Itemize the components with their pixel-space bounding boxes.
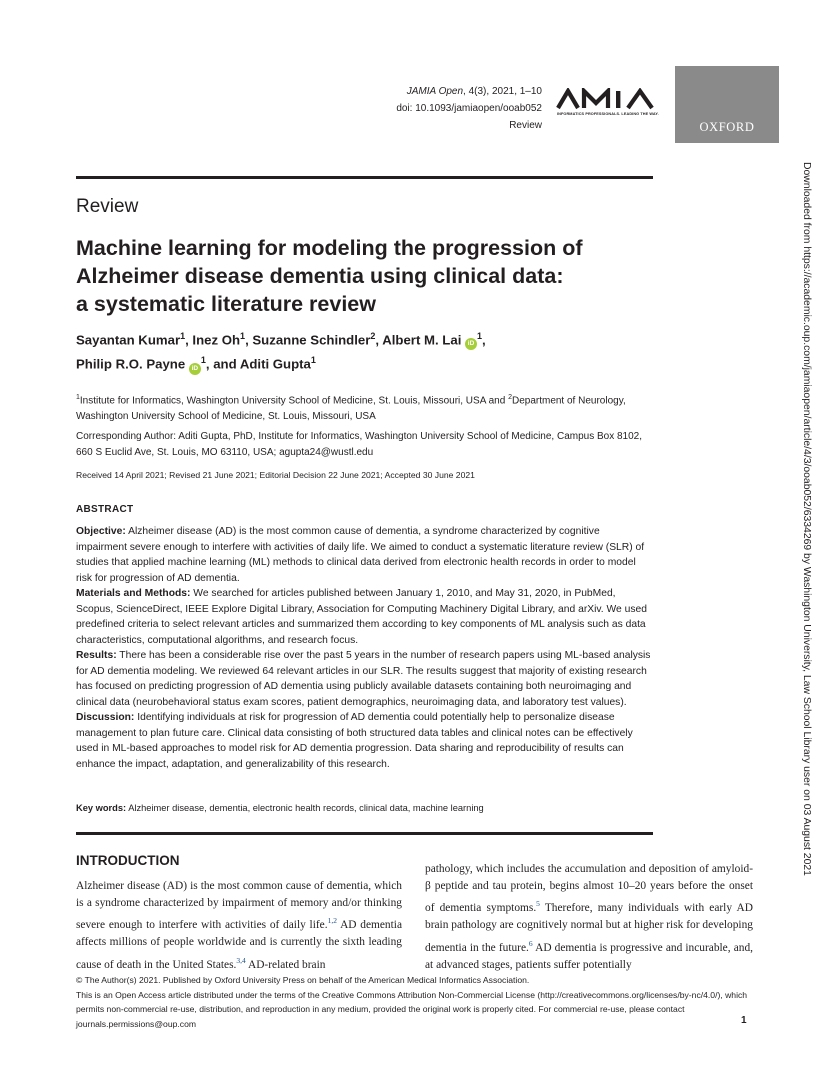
section-label: Review [76,196,139,217]
intro-right-column [425,861,753,974]
abstract-results [76,648,653,710]
author-affil-sup: 1 [310,355,316,366]
abstract-text: Alzheimer disease (AD) is the most common cause of dementia, a syndrome characterized by cognitive impairment severe enough to interfere with activities of daily life. We aimed to conduct a systematic literature review (SLR) of studies that applied machine learning (ML) methods to clinical data derived from electronic health records in order to model risk for progression of AD dementia. [76,526,645,584]
reference-link[interactable]: 3,4 [236,955,246,965]
intro-text: AD-related brain [245,958,326,971]
keywords [76,803,653,813]
abstract-objective [76,524,653,586]
author-name[interactable]: , Albert M. Lai [375,332,466,348]
affil-text: Department of Neurology, Washington University School of Medicine, St. Louis, Missouri, USA [76,395,626,422]
abstract-label: Results: [76,650,117,661]
intro-text: AD dementia affects millions of people worldwide and is currently the sixth leading cause of death in the United States. [76,919,403,971]
publisher-name: OXFORD [699,120,755,134]
orcid-icon[interactable]: iD [465,338,477,350]
journal-meta [330,83,542,134]
article-type: Review [509,120,542,131]
abstract-body [76,524,653,772]
abstract-discussion [76,710,653,772]
abstract-label: Discussion: [76,712,135,723]
introduction-heading: INTRODUCTION [76,853,180,868]
amia-wordmark-icon [556,88,664,110]
amia-logo [556,88,664,122]
author-affil-sup: 1 [200,355,206,366]
author-name[interactable]: Philip R.O. Payne [76,356,189,372]
title-line: Alzheimer disease dementia using clinical data: [76,264,564,288]
abstract-heading: ABSTRACT [76,504,134,515]
keywords-label: Key words: [76,803,127,813]
affil-sup: 2 [508,394,512,401]
orcid-icon[interactable]: iD [189,363,201,375]
journal-name: JAMIA Open [406,86,464,97]
intro-text: Therefore, many individuals with early AD brain pathology are cognitively normal but at higher risk for developing dementia in the future. [425,902,753,954]
page-number: 1 [741,1015,747,1026]
reference-link[interactable]: 1,2 [327,916,337,926]
intro-text: pathology, which includes the accumulation and deposition of amyloid-β peptide and tau protein, begins almost 10–20 years before the onset of dementia symptoms. [425,863,753,915]
title-line: a systematic literature review [76,292,376,316]
title-line: Machine learning for modeling the progression of [76,236,583,260]
download-note-text: Downloaded from https://academic.oup.com/jamiaopen/article/4/3/ooab052/6334269 by Washington University, Law School Library user on 03 August 2021 [801,162,812,876]
reference-link[interactable]: 6 [528,938,533,948]
copyright-footnote [76,973,756,1031]
abstract-methods [76,586,653,648]
article-title [76,234,656,318]
affil-sup: 1 [76,394,80,401]
received-dates: Received 14 April 2021; Revised 21 June 2021; Editorial Decision 22 June 2021; Accepted 30 June 2021 [76,470,475,480]
author-name[interactable]: Sayantan Kumar [76,332,181,348]
abstract-label: Materials and Methods: [76,588,191,599]
doi[interactable]: doi: 10.1093/jamiaopen/ooab052 [396,103,542,114]
author-name[interactable]: , and Aditi Gupta [205,356,311,372]
journal-citation: , 4(3), 2021, 1–10 [463,86,542,97]
intro-text: Alzheimer disease (AD) is the most common cause of dementia, which is a syndrome characterized by impairment of memory and/or thinking severe enough to interfere with activities of daily life. [76,880,402,932]
author-affil-sup: 1 [180,331,186,341]
affiliations [76,390,653,424]
abstract-text: Identifying individuals at risk for progression of AD dementia could potentially help to personalize disease management to plan future care. Clinical data consisting of both structured data tables and clinical notes can be effectively used in ML-based approaches to model risk for AD dementia progression. Data sharing and reproducibility of results can enhance the impact, adaptation, and generalizability of this research. [76,712,633,770]
bottom-divider [76,832,653,835]
amia-tagline: INFORMATICS PROFESSIONALS. LEADING THE WAY. [557,112,659,116]
author-name[interactable]: , Inez Oh [185,332,241,348]
author-separator: , [482,332,486,348]
abstract-label: Objective: [76,526,126,537]
intro-text: AD dementia is progressive and incurable, and, at advanced stages, patients suffer potentially [425,941,753,971]
keywords-text: Alzheimer disease, dementia, electronic health records, clinical data, machine learning [126,803,484,813]
author-affil-sup: 1 [477,331,483,341]
copyright-line: © The Author(s) 2021. Published by Oxford University Press on behalf of the American Medical Informatics Association. [76,975,530,985]
abstract-text: There has been a considerable rise over the past 5 years in the number of research papers using ML-based analysis for AD dementia modeling. We reviewed 64 relevant articles in our SLR. The results suggest that majority of existing research has focused on predicting progression of AD dementia using publicly available datasets containing both neuroimaging and clinical data (neurobehavioral status exam scores, patient demographics, neuroimaging data, and laboratory test values). [76,650,651,708]
download-watermark [798,162,812,932]
reference-link[interactable]: 5 [536,899,540,909]
license-text: This is an Open Access article distributed under the terms of the Creative Commons Attribution Non-Commercial License (http://creativecommons.org/licenses/by-nc/4.0/), which permits non-commercial re-use, distribution, and reproduction in any medium, provided the original work is properly cited. For commercial re-use, please contact journals.permissions@oup.com [76,989,748,1029]
corresponding-author: Corresponding Author: Aditi Gupta, PhD, Institute for Informatics, Washington University School of Medicine, Campus Box 8102, 660 S Euclid Ave, St. Louis, MO 63110, USA; agupta24@wustl.edu [76,431,643,458]
author-name[interactable]: , Suzanne Schindler [245,332,371,348]
intro-left-column [76,878,402,974]
author-list [76,326,656,375]
author-affil-sup: 2 [370,331,376,341]
top-divider [76,176,653,179]
affil-text: Institute for Informatics, Washington University School of Medicine, St. Louis, Missouri, USA and [79,395,509,407]
author-affil-sup: 1 [240,331,246,341]
oxford-logo [675,66,779,143]
abstract-text: We searched for articles published between January 1, 2010, and May 31, 2020, in PubMed, Scopus, ScienceDirect, IEEE Explore Digital Library, Association for Computing Machinery Digital Library, and arXiv. We used predefined criteria to select relevant articles and summarized them according to key components of ML analysis such as data characteristics, computational algorithms, and research focus. [76,588,647,646]
